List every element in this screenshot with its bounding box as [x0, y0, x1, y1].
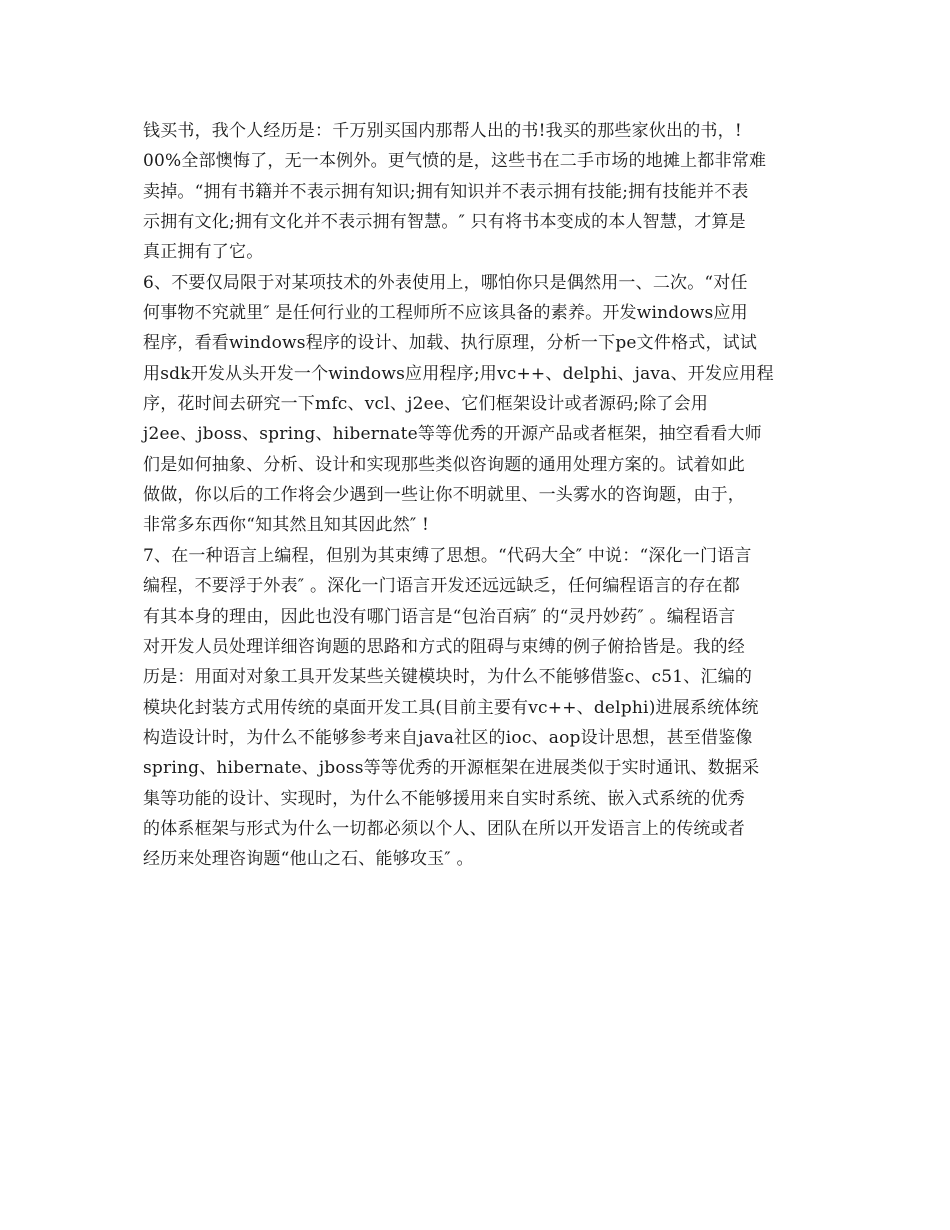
text-line: 对开发人员处理详细咨询题的思路和方式的阻碍与束缚的例子俯拾皆是。我的经	[143, 636, 745, 657]
text-line: 构造设计时，为什么不能够参考来自java社区的ioc、aop设计思想，甚至借鉴像	[143, 727, 753, 748]
text-line: j2ee、jboss、spring、hibernate等等优秀的开源产品或者框架，抽空看看大师	[143, 424, 762, 445]
text-line: 7、在一种语言上编程，但别为其束缚了思想。“代码大全″ 中说：“深化一门语言	[143, 545, 752, 566]
text-line: 历是：用面对对象工具开发某些关键模块时，为什么不能够借鉴c、c51、汇编的	[143, 667, 753, 688]
text-line: 示拥有文化;拥有文化并不表示拥有智慧。″ 只有将书本变成的本人智慧，才算是	[143, 212, 746, 233]
text-line: 集等功能的设计、实现时，为什么不能够援用来自实时系统、嵌入式系统的优秀	[143, 788, 745, 809]
text-line: 00%全部懊悔了，无一本例外。更气愤的是，这些书在二手市场的地摊上都非常难	[143, 151, 767, 172]
text-line: 们是如何抽象、分析、设计和实现那些类似咨询题的通用处理方案的。试着如此	[143, 454, 745, 475]
text-line: 有其本身的理由，因此也没有哪门语言是“包治百病″ 的“灵丹妙药″ 。编程语言	[143, 606, 736, 627]
text-line: spring、hibernate、jboss等等优秀的开源框架在进展类似于实时通讯、数据采	[143, 758, 760, 779]
text-line: 钱买书，我个人经历是：千万别买国内那帮人出的书!我买的那些家伙出的书，!	[143, 121, 742, 141]
text-line: 模块化封装方式用传统的桌面开发工具(目前主要有vc++、delphi)进展系统体统	[143, 697, 759, 718]
text-line: 非常多东西你“知其然且知其因此然″ !	[143, 515, 430, 536]
text-line: 程序，看看windows程序的设计、加载、执行原理，分析一下pe文件格式，试试	[143, 333, 758, 354]
text-line: 经历来处理咨询题“他山之石、能够攻玉″ 。	[143, 849, 474, 870]
text-line: 6、不要仅局限于对某项技术的外表使用上，哪怕你只是偶然用一、二次。“对任	[143, 272, 748, 293]
text-line: 卖掉。“拥有书籍并不表示拥有知识;拥有知识并不表示拥有技能;拥有技能并不表	[143, 181, 749, 202]
text-line: 的体系框架与形式为什么一切都必须以个人、团队在所以开发语言上的传统或者	[143, 818, 745, 839]
text-line: 何事物不究就里″ 是任何行业的工程师所不应该具备的素养。开发windows应用	[143, 303, 748, 324]
text-line: 序，花时间去研究一下mfc、vcl、j2ee、它们框架设计或者源码;除了会用	[143, 394, 709, 415]
document-body	[143, 116, 813, 875]
text-line: 做做，你以后的工作将会少遇到一些让你不明就里、一头雾水的咨询题，由于，	[143, 485, 745, 506]
text-line: 真正拥有了它。	[143, 242, 264, 263]
text-line: 编程，不要浮于外表″ 。深化一门语言开发还远远缺乏，任何编程语言的存在都	[143, 576, 740, 597]
text-line: 用sdk开发从头开发一个windows应用程序;用vc++、delphi、java、开发应用程	[143, 363, 774, 384]
